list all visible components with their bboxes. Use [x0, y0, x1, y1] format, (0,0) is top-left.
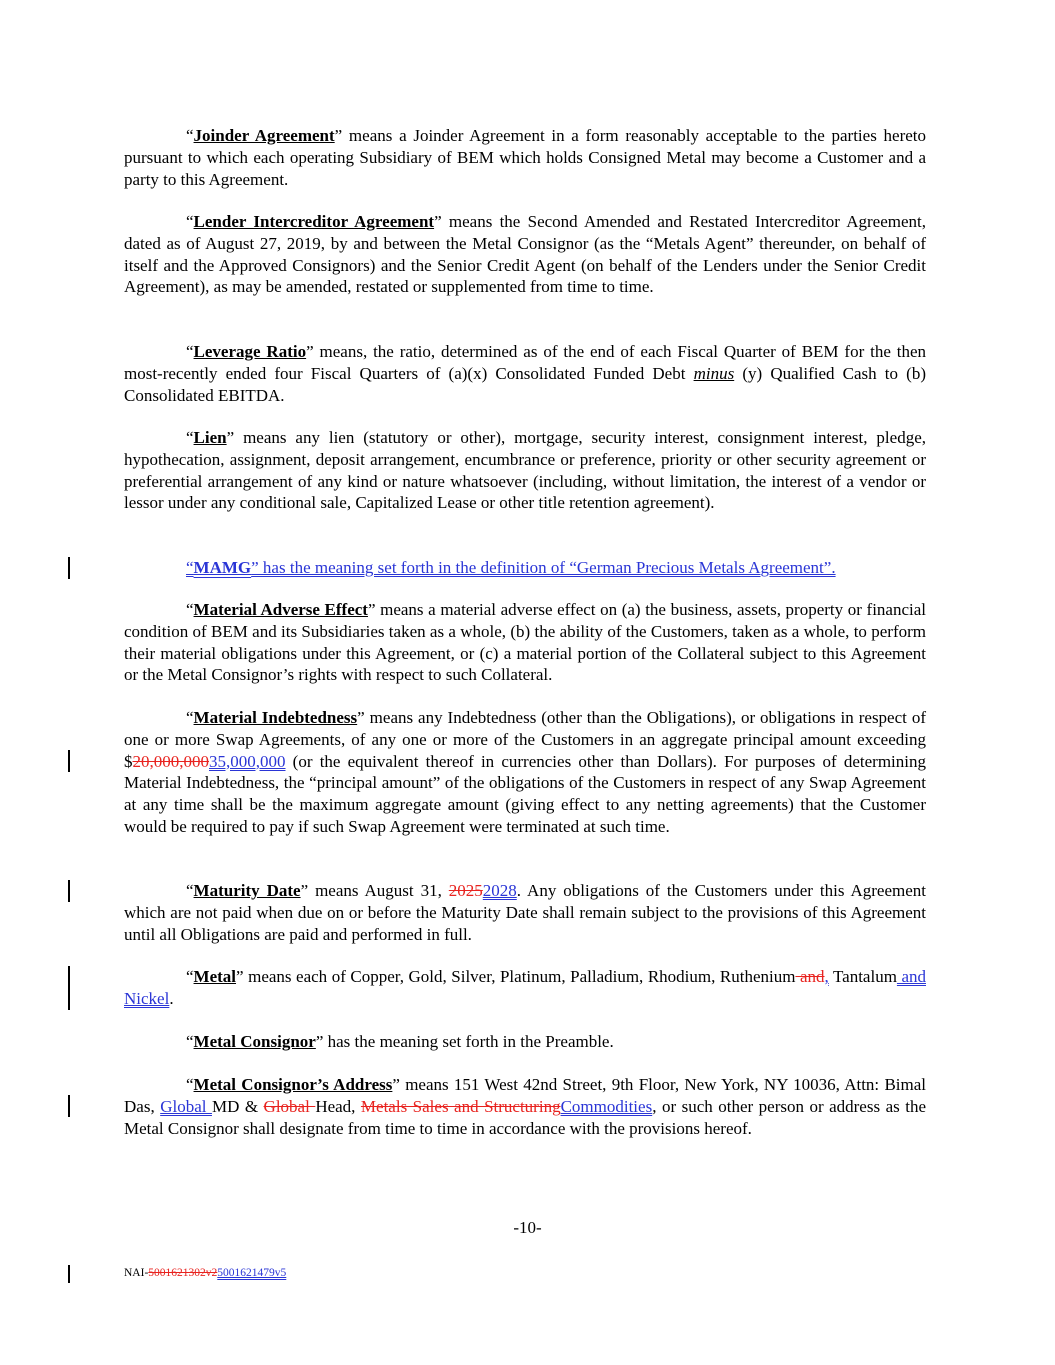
close-quote: ” [226, 428, 235, 447]
open-quote: “ [186, 967, 194, 986]
close-quote: ” [392, 1075, 400, 1094]
open-quote: “ [186, 881, 194, 900]
document-id-footer [124, 1267, 286, 1279]
close-quote: ” [357, 708, 365, 727]
defined-term: MAMG [193, 558, 252, 577]
definition-text: means each of Copper, Gold, Silver, Platinum, Palladium, Rhodium, Ruthenium [243, 967, 796, 986]
defined-term: Metal Consignor’s Address [193, 1075, 393, 1094]
change-bar [68, 966, 70, 1010]
definition-text: means, the ratio, determined as of the end of each Fiscal Quarter of BEM for the then most-recently ended four Fiscal Quarters of (a)(x) Consolidated Funded Debt [124, 342, 927, 383]
deleted-text: Metals Sales and Structuring [360, 1096, 561, 1116]
definition-lien [124, 427, 926, 514]
definition-material-adverse-effect [124, 599, 926, 686]
definition-text: means a Joinder Agreement in a form reasonably acceptable to the parties hereto pursuant to which each operating Subsidiary of BEM which holds Consigned Metal may become a Customer and a party to this Agreement. [124, 126, 926, 189]
definition-text: means any lien (statutory or other), mortgage, security interest, consignment interest, pledge, hypothecation, assignment, deposit arrangement, encumbrance or preference, priority or other security agreement or preferential arrangement of any kind or nature whatsoever (including, without limitation, the interest of a vendor or lessor under any conditional sale, Capitalized Lease or other title retention agreement). [124, 428, 926, 513]
change-bar [68, 1095, 70, 1117]
definition-text: Head, [315, 1096, 361, 1116]
definition-text: (or the equivalent thereof in currencies other than Dollars). For purposes of determining Material Indebtedness, the “principal amount” of the obligations of the Customers in respect of any Swap Agreement at any time shall be the maximum aggregate amount (giving effect to any netting agreements) that the Customer would be required to pay if such Swap Agreement were terminated at such time. [124, 751, 926, 836]
defined-term: Metal Consignor [193, 1032, 316, 1051]
close-quote: ” [306, 342, 314, 361]
defined-term: Material Indebtedness [193, 708, 358, 727]
deleted-text: 20,000,000 [132, 751, 209, 771]
deleted-text: Global [263, 1096, 316, 1116]
open-quote: “ [186, 1032, 194, 1051]
change-bar [68, 1265, 70, 1283]
open-quote: “ [186, 212, 194, 231]
definition-joinder-agreement [124, 125, 926, 190]
definition-material-indebtedness [124, 707, 926, 838]
close-quote: ” [315, 1032, 324, 1051]
open-quote: “ [186, 600, 194, 619]
defined-term: Maturity Date [193, 881, 301, 900]
close-quote: ” [236, 967, 244, 986]
defined-term: Material Adverse Effect [193, 600, 368, 619]
inserted-text: and Nickel [124, 967, 926, 1008]
open-quote: “ [186, 126, 194, 145]
defined-term: Lender Intercreditor Agreement [193, 212, 435, 231]
page-number: -10- [513, 1218, 542, 1237]
definition-text: means 151 West 42nd Street, 9th Floor, New York, NY 10036, Attn: Bimal Das, [124, 1075, 926, 1116]
definition-metal [124, 966, 926, 1010]
deleted-text: and [795, 967, 825, 986]
inserted-text: 35,000,000 [209, 751, 286, 771]
change-bar [68, 880, 70, 902]
open-quote: “ [186, 342, 194, 361]
change-bar [68, 557, 70, 579]
inserted-text: Global [160, 1096, 212, 1116]
definition-text: means a material adverse effect on (a) the business, assets, property or financial condition of BEM and its Subsidiaries taken as a whole, (b) the ability of the Customers, taken as a whole, to perform their material obligations under this Agreement, or (c) a material portion of the Collateral subject to this Agreement or the Metal Consignor’s rights with respect to such Collateral. [124, 600, 926, 685]
definition-mamg-inserted [124, 557, 926, 579]
definition-leverage-ratio [124, 341, 926, 406]
inserted-text: 5001621479v5 [217, 1267, 287, 1279]
defined-term: Joinder Agreement [193, 126, 335, 145]
close-quote: ” [434, 212, 442, 231]
definition-maturity-date [124, 880, 926, 945]
change-bar [68, 750, 70, 772]
definition-text: , or such other person or address as the Metal Consignor shall designate from time to time in accordance with the provisions hereof. [124, 1096, 926, 1138]
definition-text: MD & [211, 1096, 264, 1116]
inserted-text: 2028 [482, 881, 517, 900]
deleted-text: 2025 [448, 881, 483, 900]
definition-text: ” has the meaning set forth in the definition of “German Precious Metals Agreement”. [251, 558, 836, 577]
definition-text: . [169, 988, 174, 1008]
definition-text: has the meaning set forth in the Preamble. [323, 1032, 614, 1051]
defined-term: Metal [193, 967, 237, 986]
close-quote: ” [334, 126, 343, 145]
inserted-text: , [824, 967, 829, 986]
minus-emphasis: minus [693, 363, 735, 383]
footer-prefix: NAI- [124, 1267, 149, 1279]
open-quote: “ [186, 428, 194, 447]
definition-metal-consignor [124, 1031, 926, 1053]
defined-term: Lien [193, 428, 227, 447]
inserted-text: Commodities [560, 1096, 653, 1116]
definition-text: (y) Qualified Cash to (b) Consolidated EBITDA. [124, 363, 926, 405]
defined-term: Leverage Ratio [193, 342, 307, 361]
close-quote: ” [300, 881, 309, 900]
definition-lender-intercreditor-agreement [124, 211, 926, 298]
open-quote: “ [186, 558, 194, 577]
close-quote: ” [367, 600, 376, 619]
open-quote: “ [186, 1075, 194, 1094]
definition-text: Tantalum [828, 967, 897, 986]
definition-text: means August 31, [308, 881, 449, 900]
definition-text: means any Indebtedness (other than the Obligations), or obligations in respect of one or more Swap Agreements, of any one or more of the Customers in an aggregate principal amount exceeding $ [124, 708, 926, 771]
deleted-text: 5001621302v2 [148, 1267, 218, 1279]
definition-text: means the Second Amended and Restated Intercreditor Agreement, dated as of August 27, 2019, by and between the Metal Consignor (as the “Metals Agent” thereunder, on behalf of itself and the Approved Consignors) and the Senior Credit Agent (on behalf of the Lenders under the Senior Credit Agreement), as may be amended, restated or supplemented from time to time. [124, 212, 926, 297]
open-quote: “ [186, 708, 194, 727]
definition-text: . Any obligations of the Customers under this Agreement which are not paid when due on or before the Maturity Date shall remain subject to the provisions of this Agreement until all Obligations are paid and performed in full. [124, 881, 927, 944]
definition-metal-consignor-address [124, 1074, 926, 1139]
